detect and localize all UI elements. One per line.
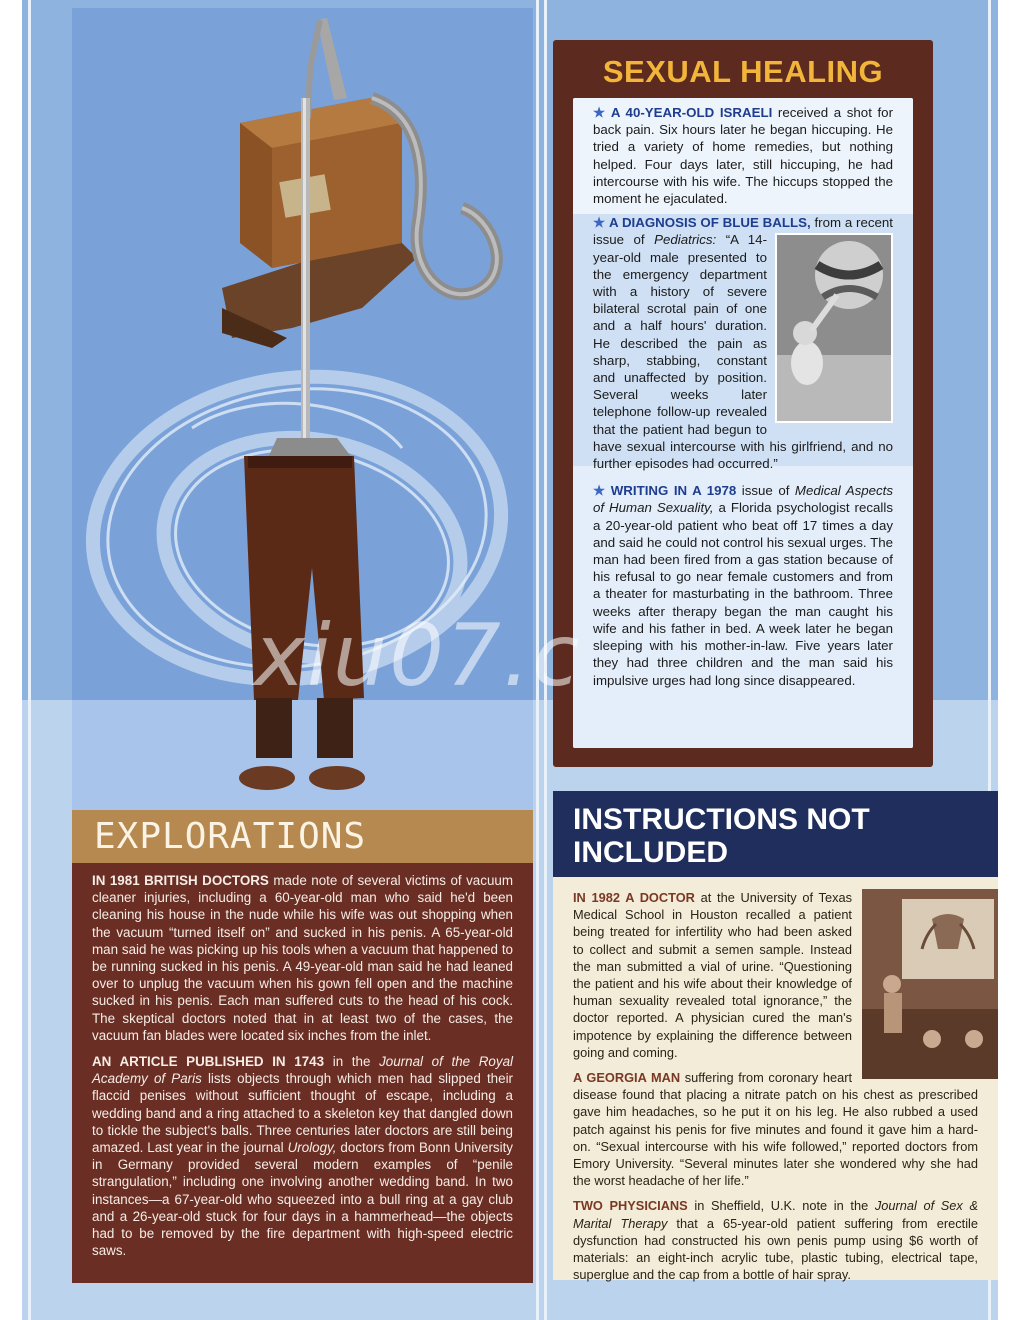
journal-name: Medical Aspects of Human Sexuality, — [593, 483, 894, 516]
explorations-header — [72, 810, 533, 863]
explorations-body — [72, 863, 533, 1283]
divider-line — [28, 0, 31, 1320]
paragraph-text: suffering from coronary heart disease found that placing a nitrate patch on his chest as prescribed gave him headaches, so he put it on his leg. He also rubbed a used patch against his penis for five minutes and found it gave him a hard-on. “Sexual intercourse with his wife followed,” reported doctors from Emory University. “Several minutes later she wondered why she had the worst headache of her life.” — [573, 1070, 978, 1189]
paragraph-text: lists objects through which men had slipped their flaccid penises without sufficient thought of escape, including a wedding band and a ring attached to a skeleton key that dangled down to tickle the subject's balls. Three centuries later doctors are still being amazed. Last year in the journal — [92, 1071, 513, 1156]
watermark: xiu07.c — [254, 606, 582, 706]
item-lead: WRITING IN A 1978 — [610, 483, 737, 499]
instructions-header — [553, 791, 998, 877]
paragraph-text: at the University of Texas Medical School in Houston recalled a patient being treated for infertility who had been asked to collect and submit a semen sample. Instead the man submitted a vial of urine. “Questioning the patient and his wife about their knowledge of human sexuality revealed total ignorance,” the doctor reported. A physician cured the man's impotence by explaining the difference between going and coming. — [573, 890, 852, 1060]
star-icon: ★ — [593, 105, 607, 120]
journal-name: Urology, — [287, 1140, 337, 1156]
item-lead: A DIAGNOSIS OF BLUE BALLS, — [609, 215, 811, 231]
journal-name: Pediatrics: — [654, 232, 717, 248]
item-lead: A 40-YEAR-OLD ISRAELI — [610, 105, 773, 120]
paragraph-text: made note of several victims of vacuum cleaner injuries, including a 60-year-old man who said he'd been cleaning his house in the nude while his wife was out shopping when the vacuum “turned itself on” and sucked in his penis. A 65-year-old man said he was picking up his tools when a vacuum that happened to be running sucked in his penis. A 49-year-old man said he had leaned over to unplug the vacuum when his gown fell open and the machine sucked in his penis. Each man suffered cuts to the head of his cock. The skeptical doctors noted that in at least two of the cases, the vacuum fan blades were located six inches from the inlet. — [92, 873, 513, 1043]
explorations-title: EXPLORATIONS — [94, 816, 367, 857]
item-text: “A 14-year-old male presented to the emergency department with a history of severe bilateral scrotal pain of one and a half hours' duration. He described the pain as sharp, stabbing, constant and unaffected by position. Several weeks later telephone follow-up revealed that the patient had begun to have sexual intercourse with his girlfriend, and no further episodes had occurred.” — [593, 232, 893, 472]
healing-item — [593, 214, 893, 472]
healing-item — [593, 104, 893, 207]
star-icon: ★ — [593, 215, 606, 231]
journal-name: Journal of the Royal Academy of Paris — [92, 1054, 513, 1087]
paragraph-text: doctors from Bonn University in Germany provided several modern examples of “penile strangulation,” including one involving another wedding band. In two instances—a 67-year-old who squeezed into a bull ring at a gay club and a 26-year-old stuck for four days in a hammerhead—the objects had to be removed by the fire department with high-speed electric saws. — [92, 1140, 513, 1259]
paragraph-lead: TWO PHYSICIANS — [573, 1198, 688, 1214]
instructions-title-line: INSTRUCTIONS NOT — [573, 803, 870, 836]
item-text: a Florida psychologist recalls a 20-year-old patient who beat off 17 times a day and said he could not control his sexual urges. The man had been fired from a gas station because of his refusal to go near female customers and from a theater for masturbating in the bathroom. Three weeks after therapy began the man caught his wife and his father in bed. A week later he began sleeping with his mother-in-law. Five years later they had three children and the man said his impulsive urges had long since disappeared. — [593, 500, 893, 688]
classroom-photo — [862, 889, 998, 1079]
star-icon: ★ — [593, 483, 607, 499]
journal-name: Journal of Sex & Marital Therapy — [573, 1198, 978, 1231]
magazine-page — [22, 0, 998, 1320]
instructions-paragraph — [573, 1197, 978, 1283]
item-text: received a shot for back pain. Six hours later he began hiccuping. He tried a variety of home remedies, but nothing helped. Four days later, still hiccuping, he had intercourse with his wife. The hiccups stopped the moment he ejaculated. — [593, 105, 894, 207]
sexual-healing-content — [573, 98, 913, 748]
beach-ball-photo — [775, 233, 893, 423]
paragraph-lead: A GEORGIA MAN — [573, 1070, 681, 1086]
paragraph-text: in the — [324, 1054, 380, 1070]
instructions-body — [553, 877, 998, 1283]
paragraph-lead: IN 1981 BRITISH DOCTORS — [92, 873, 269, 888]
instructions-paragraph — [573, 1069, 978, 1189]
item-text: from a recent issue of — [593, 215, 894, 248]
item-text: issue of — [736, 483, 795, 499]
paragraph-text: in Sheffield, U.K. note in the — [687, 1198, 875, 1214]
explorations-paragraph — [92, 872, 513, 1044]
healing-item — [593, 482, 893, 688]
paragraph-lead: IN 1982 A DOCTOR — [573, 890, 695, 905]
paragraph-text: that a 65-year-old patient suffering from erectile dysfunction had constructed his own penis pump using $6 worth of materials: an eight-inch acrylic tube, plastic tubing, electrical tape, superglue and the cap from a bottle of hair spray. — [573, 1215, 978, 1283]
sexual-healing-title: SEXUAL HEALING — [602, 54, 884, 89]
explorations-paragraph — [92, 1053, 513, 1259]
instructions-title-line: INCLUDED — [573, 836, 728, 869]
sexual-healing-box — [553, 40, 933, 767]
instructions-paragraph — [573, 889, 978, 1061]
paragraph-lead: AN ARTICLE PUBLISHED IN 1743 — [92, 1054, 325, 1070]
